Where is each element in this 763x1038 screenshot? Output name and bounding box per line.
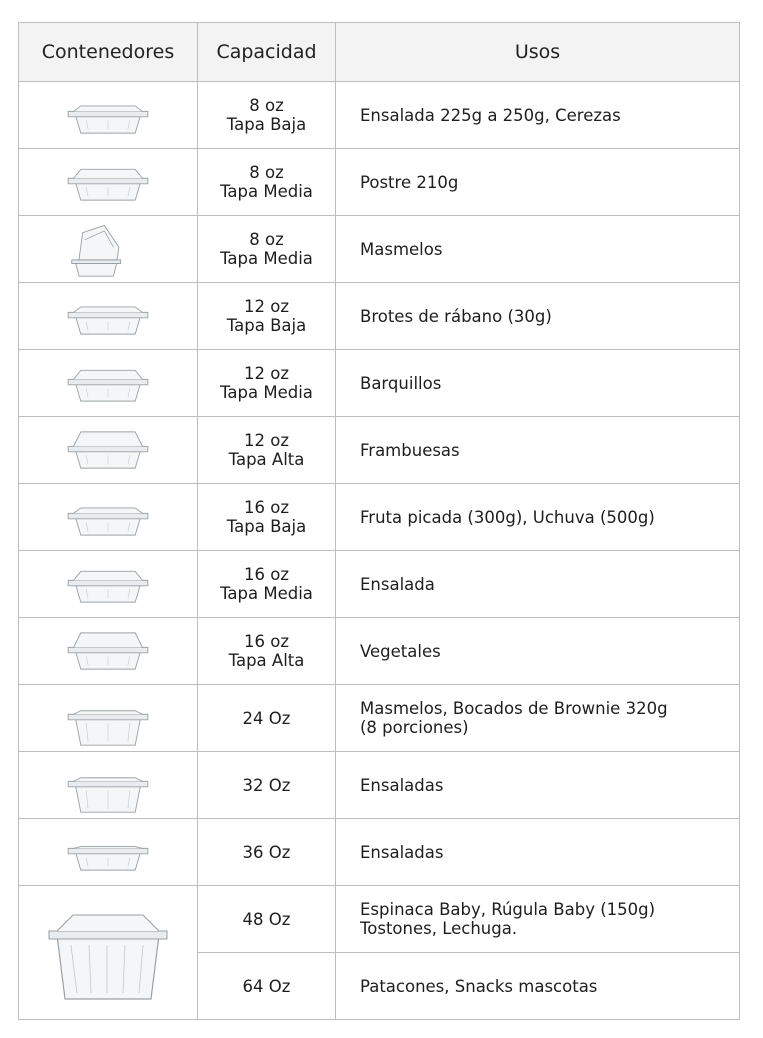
container-image-cell xyxy=(19,350,198,417)
uses-cell xyxy=(336,819,740,886)
table-row xyxy=(19,484,740,551)
table-row xyxy=(19,82,740,149)
capacity-value: 8 oz xyxy=(249,96,284,115)
table-row xyxy=(19,283,740,350)
uses-cell xyxy=(336,752,740,819)
table-row xyxy=(19,149,740,216)
uses-text: Barquillos xyxy=(360,373,442,393)
capacity-value: 32 Oz xyxy=(242,775,291,795)
container-medium-lid-icon xyxy=(19,354,197,412)
uses-text: Brotes de rábano (30g) xyxy=(360,306,552,326)
uses-text: Masmelos, Bocados de Brownie 320g xyxy=(360,699,668,718)
uses-text: Postre 210g xyxy=(360,172,459,192)
uses-text-line2: (8 porciones) xyxy=(360,718,469,737)
capacity-cell xyxy=(198,283,336,350)
uses-text: Vegetales xyxy=(360,641,441,661)
uses-cell xyxy=(336,417,740,484)
uses-cell xyxy=(336,149,740,216)
uses-text: Ensalada xyxy=(360,574,435,594)
capacity-cell xyxy=(198,953,336,1020)
lid-type: Tapa Baja xyxy=(226,517,307,536)
container-medium-lid-icon xyxy=(19,555,197,613)
capacity-value: 8 oz xyxy=(249,163,284,182)
header-usos: Usos xyxy=(336,23,740,82)
lid-type: Tapa Baja xyxy=(226,316,307,335)
uses-text: Fruta picada (300g), Uchuva (500g) xyxy=(360,507,655,527)
table-row xyxy=(19,685,740,752)
container-image-cell xyxy=(19,216,198,283)
container-deep-icon xyxy=(19,756,197,814)
container-image-cell xyxy=(19,82,198,149)
capacity-value: 64 Oz xyxy=(242,976,291,996)
uses-text: Ensalada 225g a 250g, Cerezas xyxy=(360,105,621,125)
capacity-value: 36 Oz xyxy=(242,842,291,862)
header-capacidad: Capacidad xyxy=(198,23,336,82)
container-deep-icon xyxy=(19,689,197,747)
uses-cell xyxy=(336,283,740,350)
capacity-cell xyxy=(198,82,336,149)
container-image-cell xyxy=(19,484,198,551)
lid-type: Tapa Media xyxy=(220,584,313,603)
lid-type: Tapa Alta xyxy=(228,450,305,469)
capacity-value: 12 oz xyxy=(244,364,289,383)
uses-text-line2: Tostones, Lechuga. xyxy=(360,919,518,938)
capacity-cell xyxy=(198,417,336,484)
container-large-icon xyxy=(19,901,197,1005)
container-image-cell xyxy=(19,886,198,1020)
table-row xyxy=(19,216,740,283)
container-image-cell xyxy=(19,283,198,350)
table-row xyxy=(19,551,740,618)
table-row xyxy=(19,752,740,819)
uses-cell xyxy=(336,216,740,283)
capacity-value: 48 Oz xyxy=(242,909,291,929)
capacity-cell xyxy=(198,149,336,216)
uses-cell xyxy=(336,886,740,953)
lid-type: Tapa Media xyxy=(220,249,313,268)
table-row xyxy=(19,618,740,685)
uses-text: Ensaladas xyxy=(360,775,444,795)
capacity-cell xyxy=(198,685,336,752)
lid-type: Tapa Baja xyxy=(226,115,307,134)
capacity-value: 8 oz xyxy=(249,230,284,249)
table-row xyxy=(19,350,740,417)
container-image-cell xyxy=(19,149,198,216)
capacity-cell xyxy=(198,618,336,685)
uses-cell xyxy=(336,350,740,417)
capacity-cell xyxy=(198,819,336,886)
uses-cell xyxy=(336,618,740,685)
header-row xyxy=(19,23,740,82)
uses-text: Masmelos xyxy=(360,239,443,259)
header-contenedores: Contenedores xyxy=(19,23,198,82)
uses-cell xyxy=(336,953,740,1020)
uses-cell xyxy=(336,551,740,618)
lid-type: Tapa Media xyxy=(220,182,313,201)
lid-type: Tapa Alta xyxy=(228,651,305,670)
container-image-cell xyxy=(19,417,198,484)
container-square-icon xyxy=(19,823,197,881)
container-high-lid-icon xyxy=(19,622,197,680)
capacity-cell xyxy=(198,752,336,819)
uses-text: Ensaladas xyxy=(360,842,444,862)
capacity-cell xyxy=(198,551,336,618)
capacity-cell xyxy=(198,484,336,551)
capacity-cell xyxy=(198,886,336,953)
table-row xyxy=(19,886,740,953)
container-image-cell xyxy=(19,551,198,618)
container-low-lid-icon xyxy=(19,86,197,144)
capacity-value: 16 oz xyxy=(244,498,289,517)
container-high-lid-icon xyxy=(19,421,197,479)
uses-text: Frambuesas xyxy=(360,440,460,460)
table-row xyxy=(19,417,740,484)
container-image-cell xyxy=(19,819,198,886)
container-image-cell xyxy=(19,618,198,685)
capacity-value: 12 oz xyxy=(244,297,289,316)
capacity-cell xyxy=(198,216,336,283)
uses-cell xyxy=(336,82,740,149)
uses-cell xyxy=(336,484,740,551)
capacity-cell xyxy=(198,350,336,417)
containers-table xyxy=(18,22,740,1020)
container-medium-lid-icon xyxy=(19,153,197,211)
container-image-cell xyxy=(19,685,198,752)
lid-type: Tapa Media xyxy=(220,383,313,402)
container-low-lid-icon xyxy=(19,488,197,546)
container-low-lid-icon xyxy=(19,287,197,345)
container-image-cell xyxy=(19,752,198,819)
capacity-value: 12 oz xyxy=(244,431,289,450)
capacity-value: 16 oz xyxy=(244,632,289,651)
container-open-lid-icon xyxy=(19,220,197,278)
capacity-value: 24 Oz xyxy=(242,708,291,728)
capacity-value: 16 oz xyxy=(244,565,289,584)
table-row xyxy=(19,819,740,886)
uses-cell xyxy=(336,685,740,752)
uses-text: Espinaca Baby, Rúgula Baby (150g) xyxy=(360,900,656,919)
uses-text: Patacones, Snacks mascotas xyxy=(360,976,598,996)
